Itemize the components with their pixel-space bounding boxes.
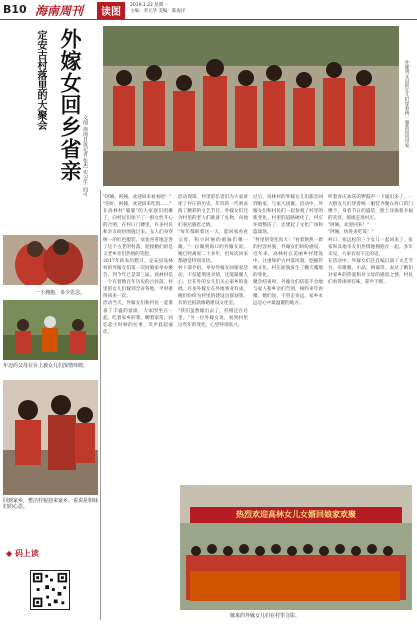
scan-label: ◆ 码上读 [6, 549, 39, 558]
article-column-3: 过后，高林村的外嫁女儿们都会回到娘家，与家人团聚。活动中，外嫁女们和村民们一起参观了村里的新变化。村里的道路硬化了，村庄环境整洁了，还建起了文化广场和篮球场。 "村里的变化真大！"看着焕然一新的村容村貌，外嫁女们纷纷感叹。近年来，高林村在美丽乡村建设中，注重保护古村落风貌，挖掘传统文化，村庄面貌发生了翻天覆地的变化。 聚会结束时，外嫁女们依依不舍地与家人和乡亲们告别，相约来年再聚。她们说，不管走多远，家乡永远是心中最温暖的地方。 [253, 195, 323, 307]
masthead-meta [130, 3, 185, 15]
caption-parents: 年迈的父母在台上被女儿们深情环绕。 [3, 363, 89, 369]
date-line: 2019.1.22 星期一 [130, 3, 168, 8]
section-badge: 读图 [97, 2, 125, 19]
caption-hug: 一个拥抱，多少思念。 [35, 290, 86, 296]
divider-left [100, 190, 101, 620]
designer-line: 美编：陈海洋 [158, 9, 186, 14]
headline-main: 外嫁女回乡省亲 [58, 28, 83, 182]
qr-code-icon[interactable] [30, 570, 70, 610]
brand-logo: 海南周刊 [35, 4, 84, 18]
headline-sub: 定安古村落里的大聚会 [35, 30, 46, 130]
page-number: B10 [3, 3, 27, 16]
article-column-2: 活动现场，村里的长者们为大家讲述了村庄的历史，年轻的一代则表演了精彩的文艺节目。外嫁女们还为村里的老人们准备了礼物，向他们表达感恩之情。 "每年都盼着这一天，能回家看看父母，和小时候的姐妹们聚一聚。"一位嫁到海口的外嫁女说。她已经离家二十多年，但每次回来都感觉特别亲切。 村干部介绍，举办外嫁女回娘家活动，不仅能增进亲情，还能凝聚人心，让在外的女儿们关心家乡的发展。许多外嫁女在外地事业有成，她们纷纷为村里的建设出谋划策，有的还捐款修路建设文化室。 "我们虽然嫁出去了，但根还在这里。"另一位外嫁女说，看到村里这些年的变化，心里特别高兴。 [178, 195, 248, 328]
caption-main-photo: 外嫁到文昌的女儿们穿着统一服装返回母家 [404, 60, 409, 148]
page-header [0, 0, 417, 20]
welcome-banner: 热烈欢迎高林女儿女婿回娘家欢聚 [236, 510, 356, 519]
main-photo-group [103, 26, 399, 186]
photo-banner-group [180, 485, 412, 610]
photo-hug [3, 235, 98, 285]
caption-banner-group: 嫁来的外嫁女儿们在村里合影。 [230, 613, 301, 619]
caption-sisters: 回到家乡，整洁村貌迎来家乡。说说是姐妹们的心思。 [3, 498, 99, 510]
byline: 文图 海南日报记者 张杰 实习生 向可 [82, 115, 88, 197]
photo-sisters [3, 380, 98, 495]
editor-line: 主编：李元华 [130, 9, 157, 14]
article-column-1: "阿姨，阿姨，欢迎回来看看吧！" "你好，阿姨，欢迎回来吃饭……" 在高林村"婆婆"的大家庭们团聚了，向村民们拍下了一群女性开心的合照，在村口门楼里，许多村民和亲友纷纷围拢过来。女人们身穿统一的红色服装，欢欢喜喜地走进了这个古老的村落，迎接她们的是父老乡亲们热情的笑脸。 2017年的农历腊月，定安县高林村的外嫁女们第一次回娘家举办聚会，到今年已是第三届。高林村是一个有着数百年历史的古村落，村里的女儿们嫁到全省各地，平时难得回来一次。 活动当天，外嫁女们和村民一起准备了丰盛的宴席，大家围坐在一起，吃着家乡的菜，聊着家常，回忆起小时候的往事，笑声此起彼伏。 [103, 195, 173, 335]
article-column-4: 听着喜庆欢乐的锣鼓声一下涌出来了，一大群女儿们穿着统一服装齐聚在村口的门楼下，身着节日的盛装，脸上洋溢着幸福的笑容，缓缓走进村庄。 "阿姨，欢迎回来！" "阿姨，快进来吃饭！" 村口，张远松的三个女儿一起回来了，张家和其他亲友们热情地拥抱在一起。多年未见，大家有说不完的话。 在活动中，外嫁女们还自编自演了文艺节目，有歌舞、小品、朗诵等，表达了她们对家乡的热爱和对父母的感恩之情。村民们看得津津有味，掌声不断。 [328, 195, 413, 286]
photo-parents [3, 300, 98, 360]
